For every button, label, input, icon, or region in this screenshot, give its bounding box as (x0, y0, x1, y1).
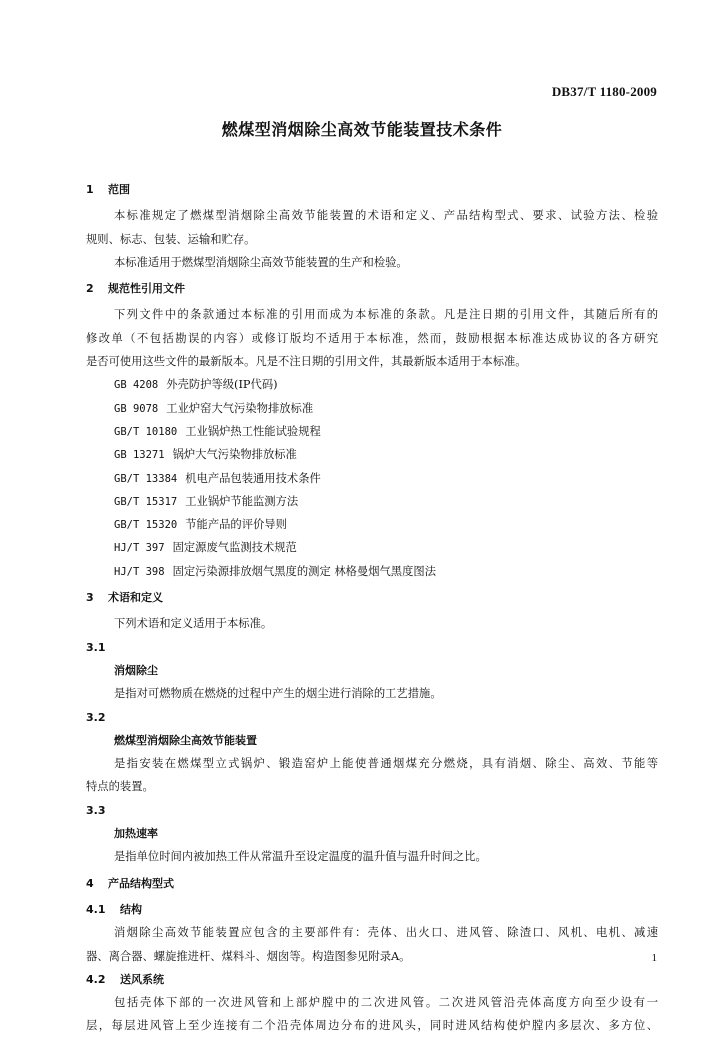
reference-item (86, 397, 658, 420)
clause-4-2-heading (86, 968, 658, 991)
clause-number: 3.1 (86, 640, 106, 654)
reference-name: 外壳防护等级(IP代码) (166, 378, 278, 392)
section-2-heading (86, 277, 658, 300)
paragraph-line: 规则、标志、包装、运输和贮存。 (86, 232, 256, 246)
paragraph-line: 层，每层进风管上至少连接有二个沿壳体周边分布的进风头，同时进风结构使炉膛内多层次、多方位、 (86, 1019, 658, 1033)
section-1-heading (86, 178, 658, 201)
reference-name: 工业炉窑大气污染物排放标准 (166, 401, 314, 415)
term-name: 加热速率 (114, 827, 158, 841)
page-number: 1 (651, 952, 657, 964)
reference-code: GB 13271 (114, 449, 165, 462)
reference-code: GB/T 10180 (114, 425, 178, 438)
reference-item (86, 490, 658, 513)
paragraph-line: 器、离合器、螺旋推进杆、煤料斗、烟囱等。构造图参见附录A。 (86, 949, 411, 963)
term-definition: 是指对可燃物质在燃烧的过程中产生的烟尘进行消除的工艺措施。 (114, 687, 442, 701)
reference-name: 固定源废气监测技术规范 (172, 541, 297, 555)
section-title: 规范性引用文件 (108, 282, 185, 296)
reference-code: GB/T 15320 (114, 519, 178, 532)
reference-code: HJ/T 398 (114, 565, 165, 578)
reference-item (86, 373, 658, 396)
reference-code: GB/T 13384 (114, 472, 178, 485)
reference-name: 固定污染源排放烟气黑度的测定 林格曼烟气黑度图法 (172, 564, 436, 578)
reference-code: HJ/T 397 (114, 542, 165, 555)
paragraph-line: 包括壳体下部的一次进风管和上部炉膛中的二次进风管。二次进风管沿壳体高度方向至少设有一 (114, 996, 658, 1010)
clause-title: 送风系统 (120, 972, 164, 986)
clause-number: 3.3 (86, 803, 106, 817)
paragraph-line: 本标准适用于燃煤型消烟除尘高效节能装置的生产和检验。 (114, 255, 408, 269)
clause-4-1-heading (86, 898, 658, 921)
clause-number: 3.2 (86, 710, 106, 724)
paragraph-line: 下列文件中的条款通过本标准的引用而成为本标准的条款。凡是注日期的引用文件，其随后所有的 (114, 308, 658, 322)
section-title: 术语和定义 (108, 591, 163, 605)
clause-title: 结构 (120, 902, 142, 916)
reference-item (86, 443, 658, 466)
reference-item (86, 513, 658, 536)
paragraph-line: 本标准规定了燃煤型消烟除尘高效节能装置的术语和定义、产品结构型式、要求、试验方法、检验 (114, 209, 658, 223)
section-title: 产品结构型式 (108, 876, 174, 890)
reference-code: GB/T 15317 (114, 495, 178, 508)
paragraph-line: 修改单（不包括勘误的内容）或修订版均不适用于本标准，然而，鼓励根据本标准达成协议的各方研究 (86, 331, 658, 345)
section-number: 3 (86, 591, 94, 605)
reference-item (86, 420, 658, 443)
clause-number: 4.1 (86, 902, 106, 916)
section-number: 2 (86, 282, 94, 296)
term-definition: 特点的装置。 (86, 780, 154, 794)
paragraph-line: 是否可使用这些文件的最新版本。凡是不注日期的引用文件，其最新版本适用于本标准。 (86, 355, 527, 369)
clause-number: 4.2 (86, 972, 106, 986)
reference-code: GB 4208 (114, 379, 159, 392)
term-definition: 是指单位时间内被加热工件从常温升至设定温度的温升值与温升时间之比。 (114, 850, 487, 864)
document-title: 燃煤型消烟除尘高效节能装置技术条件 (221, 120, 503, 139)
reference-name: 工业锅炉热工性能试验规程 (185, 424, 321, 438)
standard-code: DB37/T 1180-2009 (551, 84, 657, 99)
reference-item (86, 536, 658, 559)
section-title: 范围 (108, 183, 130, 196)
reference-name: 工业锅炉节能监测方法 (185, 494, 299, 508)
term-name: 燃煤型消烟除尘高效节能装置 (114, 733, 257, 747)
reference-name: 节能产品的评价导则 (185, 518, 287, 532)
section-3-heading (86, 586, 658, 609)
section-number: 4 (86, 876, 94, 890)
section-4-heading (86, 872, 658, 895)
reference-name: 机电产品包装通用技术条件 (185, 471, 321, 485)
paragraph-line: 消烟除尘高效节能装置应包含的主要部件有：壳体、出火口、进风管、除渣口、风机、电机、减速 (114, 926, 658, 940)
document-body (86, 178, 658, 1038)
reference-name: 锅炉大气污染物排放标准 (172, 448, 297, 462)
section-number: 1 (86, 183, 94, 196)
reference-item (86, 560, 658, 583)
reference-code: GB 9078 (114, 402, 159, 415)
term-definition: 是指安装在燃煤型立式锅炉、锻造窑炉上能使普通烟煤充分燃烧，具有消烟、除尘、高效、节能等 (114, 757, 658, 771)
reference-item (86, 467, 658, 490)
term-name: 消烟除尘 (114, 663, 158, 677)
paragraph-line: 下列术语和定义适用于本标准。 (114, 617, 273, 631)
